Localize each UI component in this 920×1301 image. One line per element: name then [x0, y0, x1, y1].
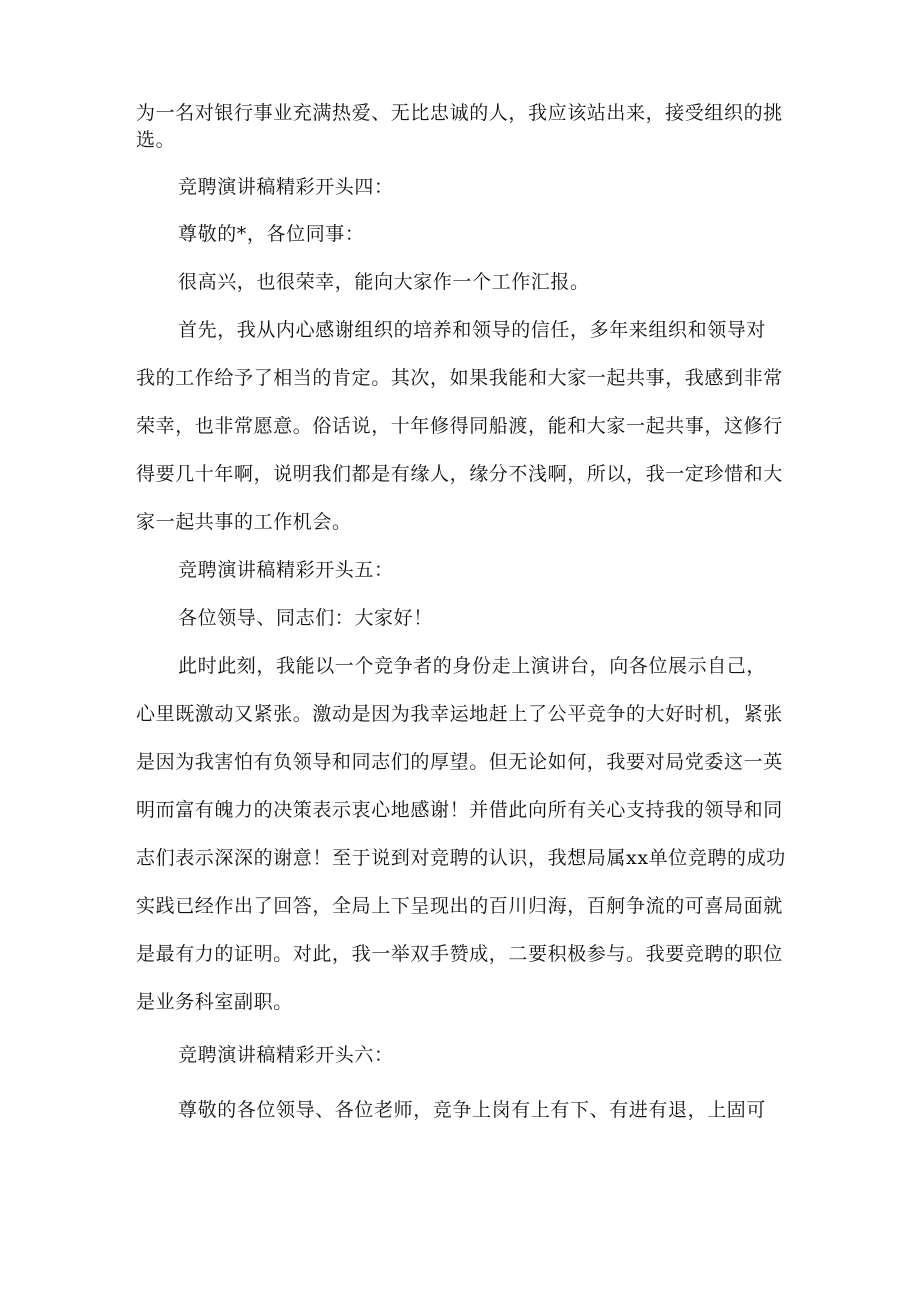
text-line: 很高兴，也很荣幸，能向大家作一个工作汇报。	[178, 271, 590, 293]
text-line: 选。	[136, 129, 176, 151]
text-line: 明而富有魄力的决策表示衷心地感谢！并借此向所有关心支持我的领导和同	[136, 799, 783, 821]
text-line: 得要几十年啊，说明我们都是有缘人，缘分不浅啊，所以，我一定珍惜和大	[136, 463, 783, 485]
text-line: 首先，我从内心感谢组织的培养和领导的信任，多年来组织和领导对	[178, 319, 767, 341]
text-line: 实践已经作出了回答，全局上下呈现出的百川归海，百舸争流的可喜局面就	[136, 895, 783, 917]
text-line: 是业务科室副职。	[136, 991, 293, 1013]
text-line: 尊敬的各位领导、各位老师，竞争上岗有上有下、有进有退，上固可	[178, 1099, 767, 1121]
section-heading: 竞聘演讲稿精彩开头六：	[178, 1044, 394, 1066]
text-line: 荣幸，也非常愿意。俗话说，十年修得同船渡，能和大家一起共事，这修行	[136, 415, 783, 437]
text-line: 家一起共事的工作机会。	[136, 511, 352, 533]
text-line: 是最有力的证明。对此，我一举双手赞成，二要积极参与。我要竞聘的职位	[136, 943, 783, 965]
salutation: 尊敬的*，各位同事：	[178, 223, 365, 245]
text-line: 是因为我害怕有负领导和同志们的厚望。但无论如何，我要对局党委这一英	[136, 751, 783, 773]
text-line: 我的工作给予了相当的肯定。其次，如果我能和大家一起共事，我感到非常	[136, 367, 783, 389]
text-line: 此时此刻，我能以一个竞争者的身份走上演讲台，向各位展示自己，	[178, 655, 767, 677]
text-line: 心里既激动又紧张。激动是因为我幸运地赶上了公平竞争的大好时机，紧张	[136, 703, 783, 725]
salutation: 各位领导、同志们：大家好！	[178, 607, 433, 629]
text-line: 志们表示深深的谢意！至于说到对竞聘的认识，我想局属xx单位竞聘的成功	[136, 847, 786, 869]
section-heading: 竞聘演讲稿精彩开头四：	[178, 176, 394, 198]
section-heading: 竞聘演讲稿精彩开头五：	[178, 559, 394, 581]
text-line: 为一名对银行事业充满热爱、无比忠诚的人，我应该站出来，接受组织的挑	[136, 102, 783, 124]
